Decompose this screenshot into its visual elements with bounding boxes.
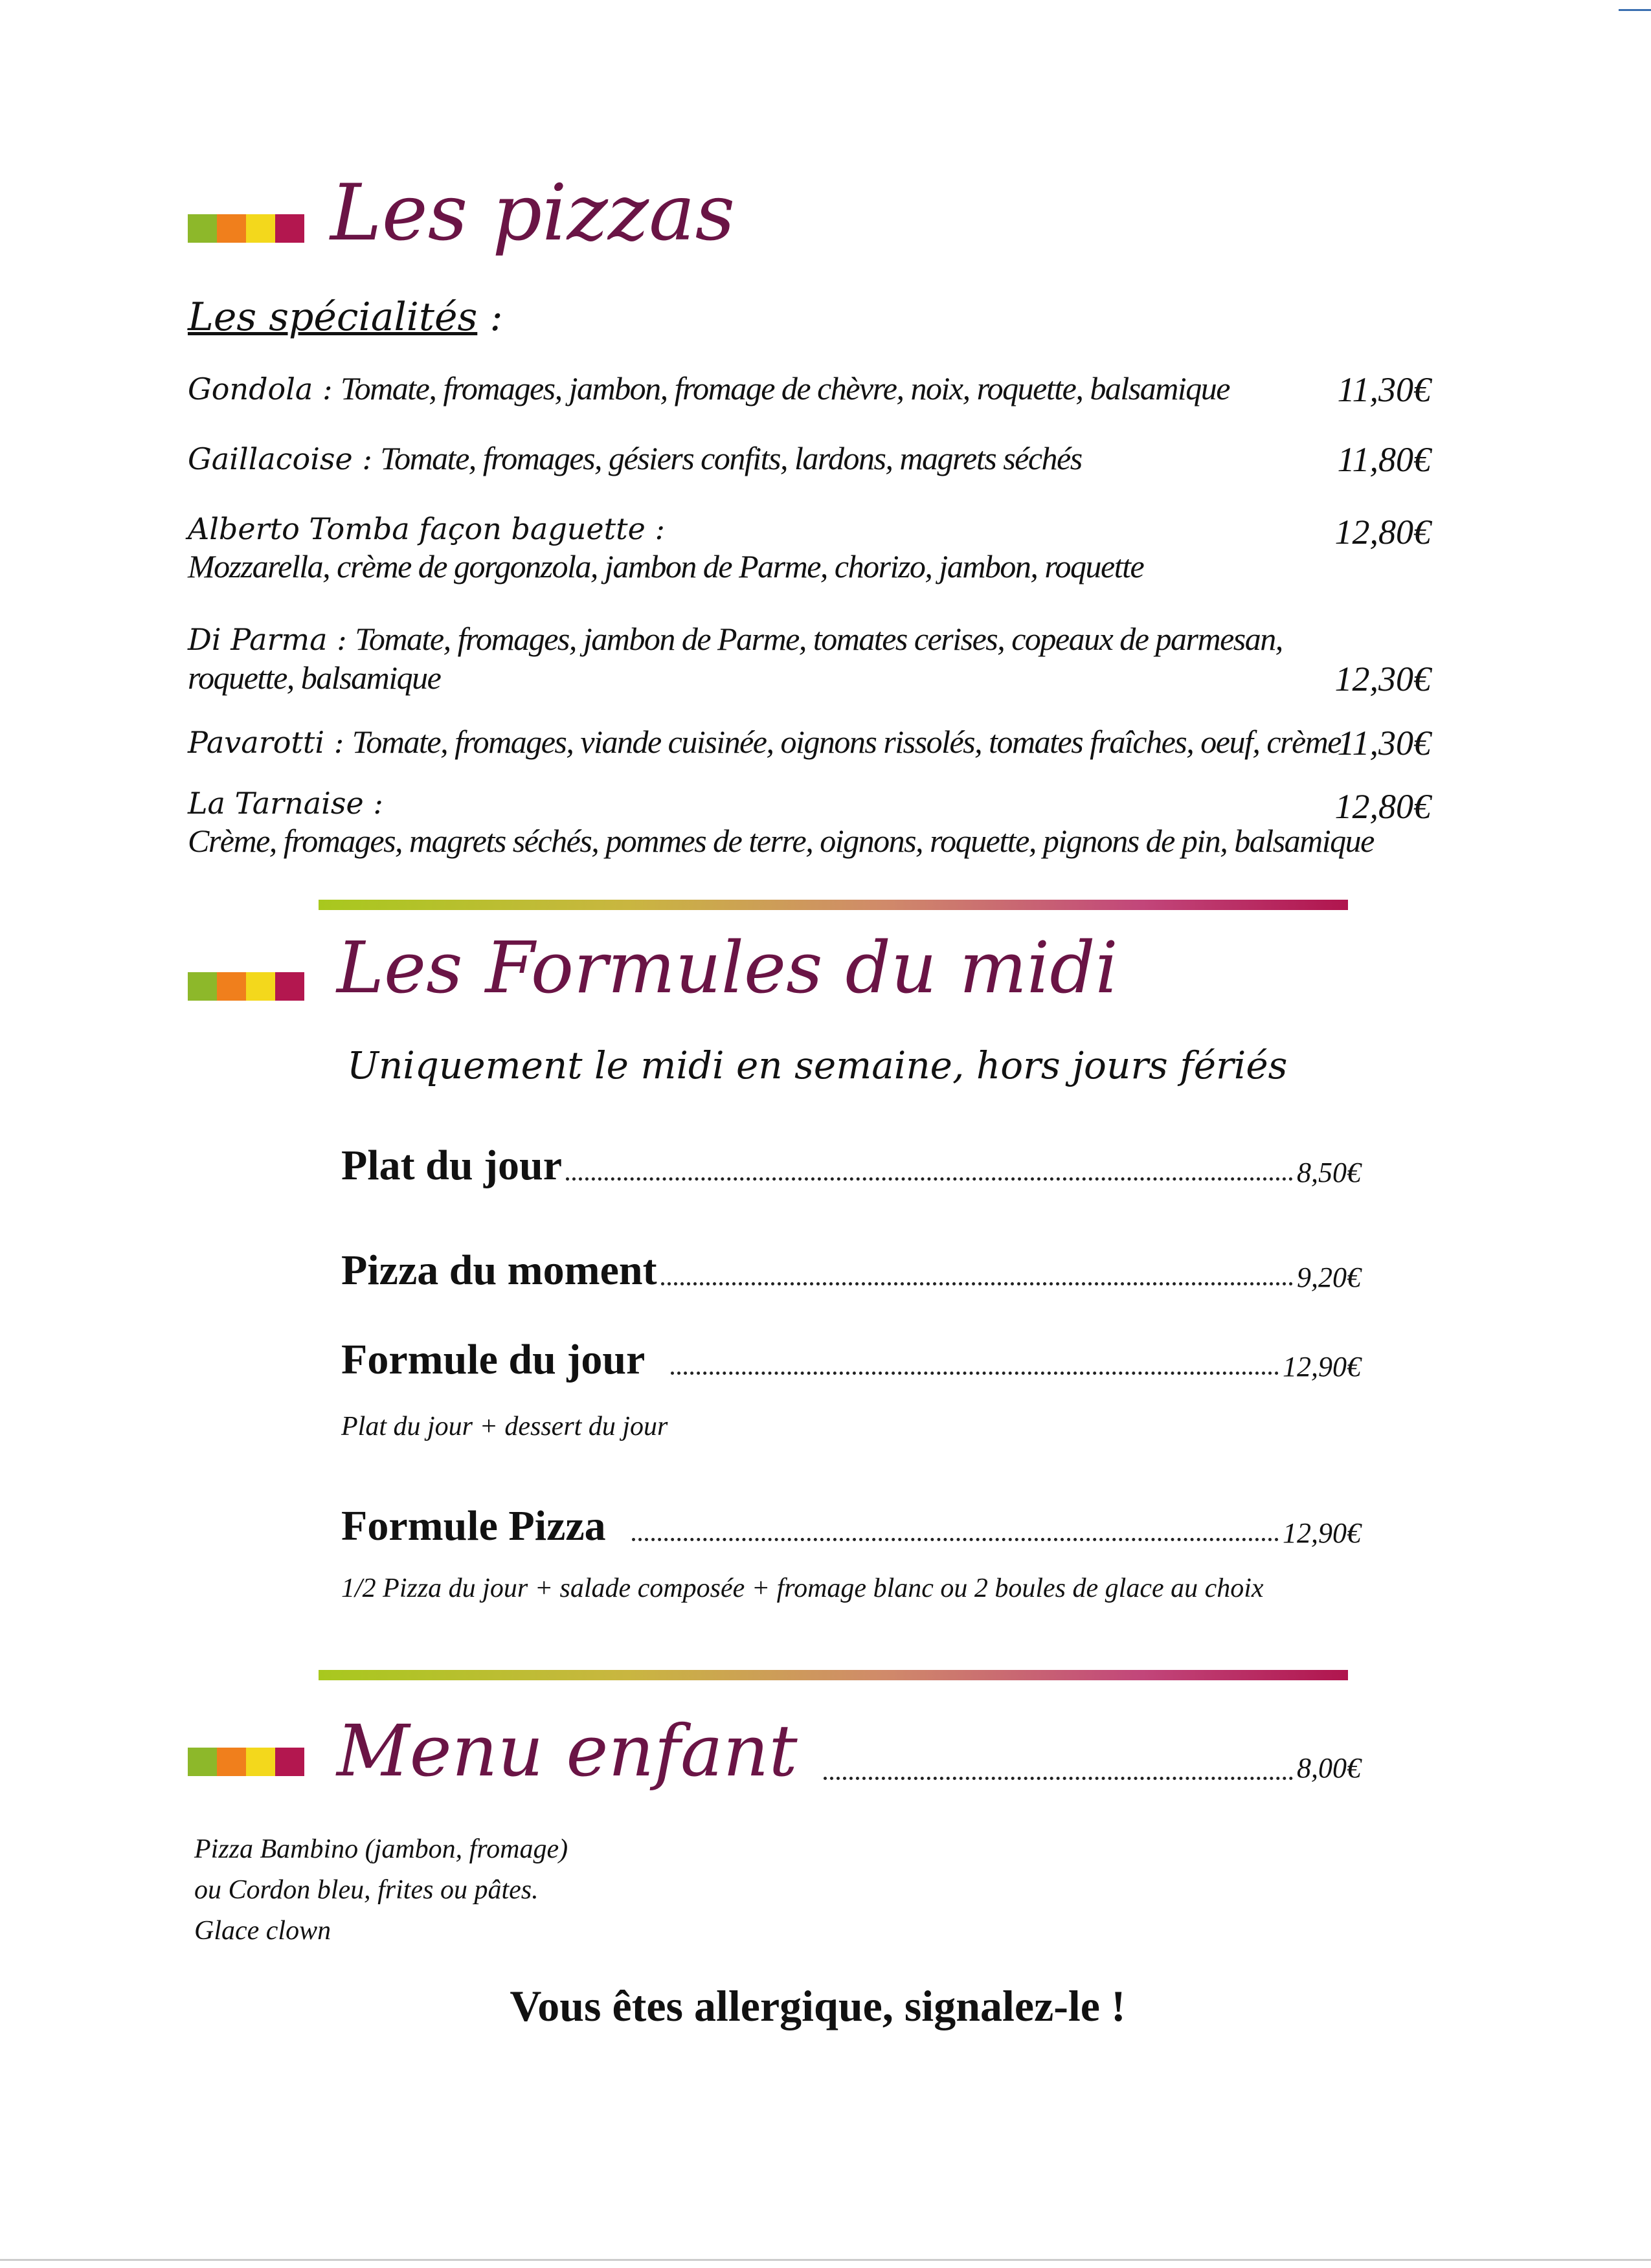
formules-subtitle: Uniquement le midi en semaine, hors jours fériés [347, 1043, 1288, 1087]
dotted-leader [824, 1777, 1293, 1780]
dotted-leader [632, 1538, 1279, 1541]
pizza-name: Gaillacoise : [188, 441, 372, 476]
pizza-name: Alberto Tomba façon baguette : [188, 511, 665, 546]
formule-price: 9,20€ [1297, 1262, 1361, 1293]
enfant-line: Pizza Bambino (jambon, fromage) [194, 1834, 568, 1864]
pizza-description: Tomate, fromages, jambon, fromage de chèvre, noix, roquette, balsamique [340, 370, 1230, 406]
enfant-line: ou Cordon bleu, frites ou pâtes. [194, 1875, 539, 1905]
formule-du-jour-detail: Plat du jour + dessert du jour [341, 1412, 668, 1441]
pizza-name: Gondola : [188, 372, 333, 406]
pizza-item-pavarotti [188, 722, 1431, 761]
specialites-colon: : [489, 295, 503, 340]
enfant-line: Glace clown [194, 1916, 331, 1946]
pizza-description-continued: roquette, balsamique [188, 660, 441, 696]
color-squares-icon [188, 214, 304, 243]
pizza-description: Tomate, fromages, jambon de Parme, tomates cerises, copeaux de parmesan, [355, 621, 1283, 657]
pizza-price: 12,80€ [1334, 513, 1431, 551]
pizza-item-gaillacoise [188, 439, 1431, 478]
pizza-price: 11,30€ [1337, 370, 1431, 409]
formule-plat-du-jour [341, 1144, 1361, 1187]
enfant-price: 8,00€ [1297, 1752, 1361, 1784]
section-title-pizzas: Les pizzas [330, 168, 736, 258]
formule-name: Formule du jour [341, 1336, 646, 1383]
pizza-description: Mozzarella, crème de gorgonzola, jambon de Parme, chorizo, jambon, roquette [188, 548, 1144, 585]
pizza-price: 12,30€ [1334, 660, 1431, 698]
pizza-name: Pavarotti : [188, 725, 344, 760]
formule-name: Pizza du moment [341, 1247, 657, 1294]
formule-price: 12,90€ [1283, 1351, 1361, 1383]
pizza-name: Di Parma : [188, 622, 347, 657]
formule-price: 12,90€ [1283, 1517, 1361, 1549]
pizza-item-di-parma [188, 619, 1431, 697]
pizza-name: La Tarnaise : [188, 786, 383, 821]
specialites-label: Les spécialités [188, 295, 478, 340]
formule-price: 8,50€ [1297, 1157, 1361, 1188]
enfant-description [194, 1829, 568, 1951]
gradient-divider [319, 900, 1348, 910]
allergy-notice: Vous êtes allergique, signalez-le ! [510, 1981, 1126, 2030]
formule-pizza [341, 1502, 1361, 1550]
pizza-price: 11,80€ [1337, 440, 1431, 479]
dotted-leader [661, 1282, 1293, 1285]
pizza-description: Crème, fromages, magrets séchés, pommes de terre, oignons, roquette, pignons de pin, balsamique [188, 823, 1374, 860]
pizza-item-alberto-tomba [188, 511, 1431, 586]
formule-name: Formule Pizza [341, 1502, 606, 1550]
color-squares-icon [188, 1748, 304, 1776]
formule-name: Plat du jour [341, 1142, 563, 1189]
section-title-formules: Les Formules du midi [337, 926, 1118, 1009]
formule-pizza-du-moment [341, 1249, 1361, 1292]
formule-pizza-detail: 1/2 Pizza du jour + salade composée + fromage blanc ou 2 boules de glace au choix [341, 1573, 1264, 1603]
pizza-description: Tomate, fromages, viande cuisinée, oignons rissolés, tomates fraîches, oeuf, crème [352, 724, 1341, 760]
pizza-description: Tomate, fromages, gésiers confits, lardons, magrets séchés [380, 440, 1082, 476]
scan-edge-mark [1619, 0, 1651, 11]
dotted-leader [566, 1177, 1293, 1181]
dotted-leader [671, 1372, 1279, 1375]
formule-du-jour [341, 1336, 1361, 1383]
scan-bottom-edge [0, 2259, 1651, 2261]
pizza-price: 11,30€ [1337, 724, 1431, 762]
section-title-enfant: Menu enfant [337, 1709, 798, 1792]
pizza-price: 12,80€ [1334, 787, 1431, 826]
pizza-item-gondola [188, 369, 1431, 408]
color-squares-icon [188, 972, 304, 1001]
specialites-heading [188, 295, 503, 340]
menu-enfant-header [337, 1709, 1361, 1792]
gradient-divider [319, 1670, 1348, 1680]
pizza-item-la-tarnaise [188, 786, 1431, 860]
